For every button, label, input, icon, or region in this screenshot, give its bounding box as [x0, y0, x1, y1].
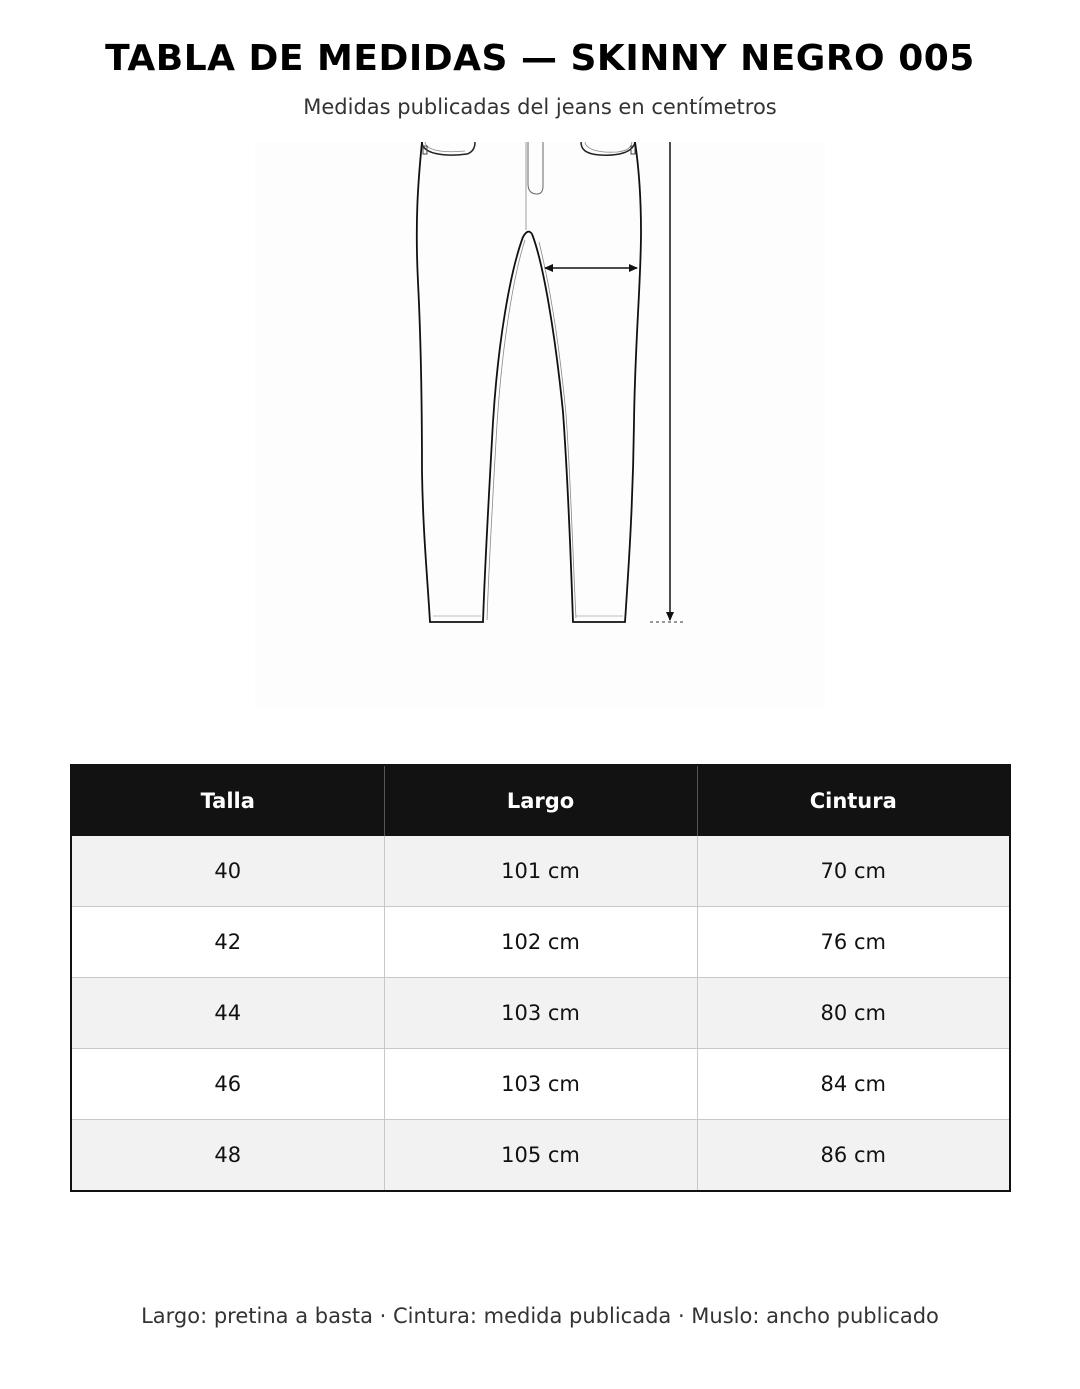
- table-row: [71, 907, 1010, 978]
- jeans-diagram: [255, 142, 825, 707]
- cell-largo: 105 cm: [384, 1120, 697, 1192]
- fly-stitch: [528, 142, 543, 194]
- cell-largo: 103 cm: [384, 1049, 697, 1120]
- page-subtitle: Medidas publicadas del jeans en centímetros: [303, 95, 777, 119]
- cell-talla: 42: [71, 907, 384, 978]
- cell-talla: 46: [71, 1049, 384, 1120]
- cell-cintura: 76 cm: [697, 907, 1010, 978]
- table-row: [71, 978, 1010, 1049]
- cell-largo: 102 cm: [384, 907, 697, 978]
- cell-talla: 48: [71, 1120, 384, 1192]
- table-header-row: [71, 765, 1010, 836]
- left-leg-outline: [417, 142, 532, 622]
- cell-talla: 44: [71, 978, 384, 1049]
- size-table: [70, 764, 1011, 1192]
- table-row: [71, 1049, 1010, 1120]
- header-cintura: Cintura: [697, 765, 1010, 836]
- table-row: [71, 836, 1010, 907]
- right-leg-outline: [532, 142, 641, 622]
- cell-talla: 40: [71, 836, 384, 907]
- cell-cintura: 80 cm: [697, 978, 1010, 1049]
- table-row: [71, 1120, 1010, 1192]
- cell-largo: 103 cm: [384, 978, 697, 1049]
- cell-cintura: 84 cm: [697, 1049, 1010, 1120]
- footer-note: Largo: pretina a basta · Cintura: medida publicada · Muslo: ancho publicado: [141, 1304, 939, 1328]
- page-title: TABLA DE MEDIDAS — SKINNY NEGRO 005: [105, 38, 975, 79]
- cell-cintura: 70 cm: [697, 836, 1010, 907]
- header-largo: Largo: [384, 765, 697, 836]
- cell-largo: 101 cm: [384, 836, 697, 907]
- cell-cintura: 86 cm: [697, 1120, 1010, 1192]
- right-pocket-shape: [581, 142, 635, 155]
- header-talla: Talla: [71, 765, 384, 836]
